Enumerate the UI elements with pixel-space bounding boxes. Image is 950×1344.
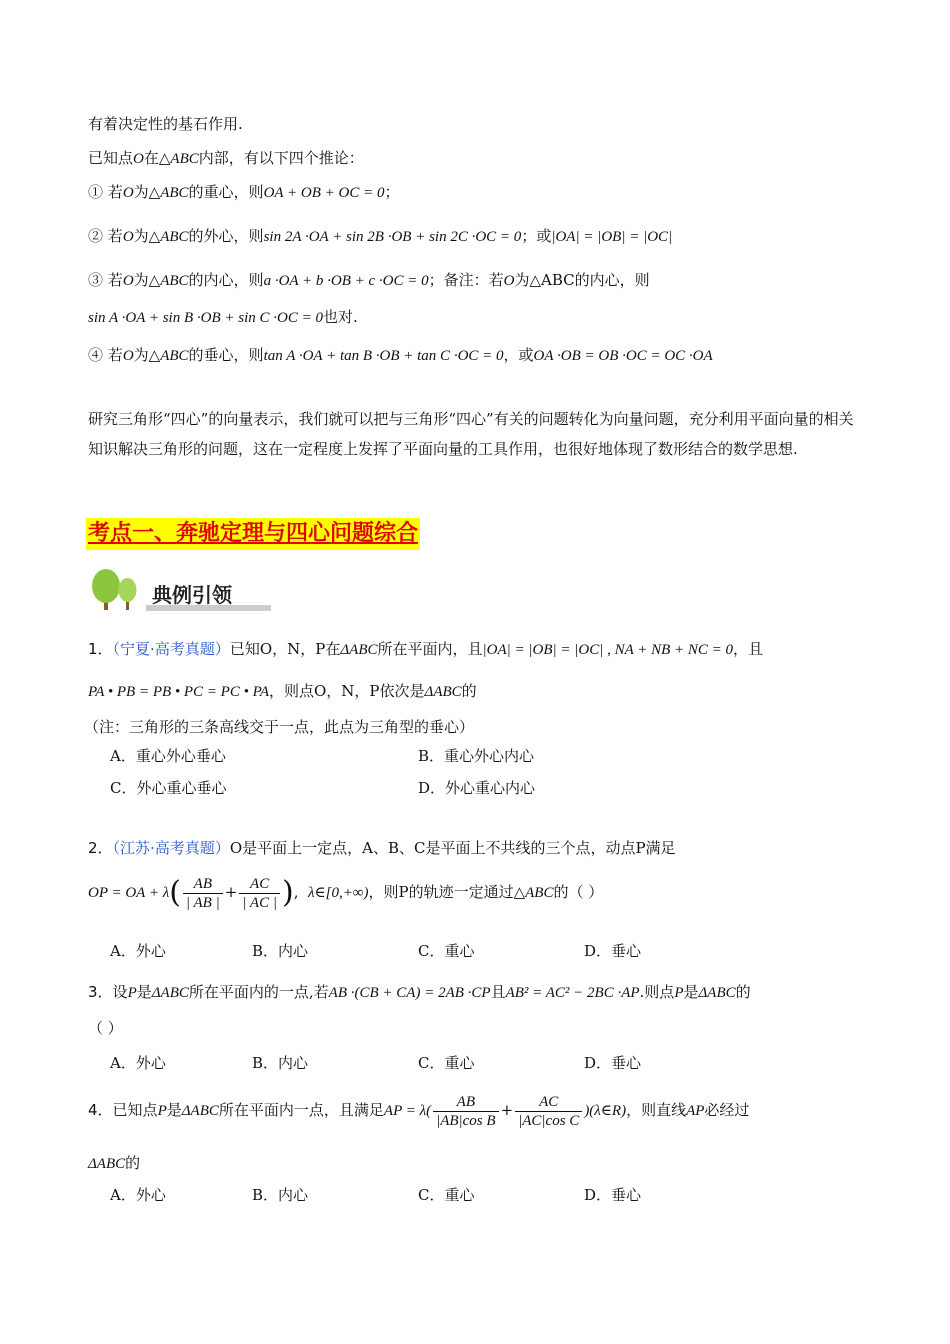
q2-option-b[interactable]: B．内心 — [252, 942, 309, 960]
q4-option-a[interactable]: A．外心 — [110, 1186, 166, 1204]
q3-option-c[interactable]: C．重心 — [418, 1054, 475, 1072]
question-4: 4．已知点P是ΔABC所在平面内一点，且满足AP = λ( $\frac{AB}{\text{|AB|cos B}}$ + $\frac{AC}{\text{|AC|cos C}}$ )(λ∈R)，则直线AP必经过 — [88, 1093, 750, 1129]
premise-line: 已知点O在△ABC内部，有以下四个推论： — [88, 149, 364, 167]
question-4-line-2: ΔABC的 — [88, 1154, 141, 1172]
question-3: 3．设P是ΔABC所在平面内的一点,若AB ·(CB + CA) = 2AB ·CP且AB² = AC² − 2BC ·AP.则点P是ΔABC的 — [88, 983, 751, 1001]
q2-option-c[interactable]: C．重心 — [418, 942, 475, 960]
corollary-3: ③ 若O为△ABC的内心，则a ·OA + b ·OB + c ·OC = 0；备注：若O为△ABC的内心，则 — [88, 271, 650, 289]
intro-top: 有着决定性的基石作用. — [88, 115, 243, 133]
example-banner — [86, 568, 276, 614]
q4-option-b[interactable]: B．内心 — [252, 1186, 309, 1204]
q1-option-c[interactable]: C．外心重心垂心 — [110, 779, 227, 797]
q4-option-c[interactable]: C．重心 — [418, 1186, 475, 1204]
q1-option-d[interactable]: D．外心重心内心 — [418, 779, 536, 797]
corollary-1: ① 若O为△ABC的重心，则OA + OB + OC = 0； — [88, 183, 400, 201]
summary-paragraph: 研究三角形“四心”的向量表示，我们就可以把与三角形“四心”有关的问题转化为向量问题，充分利用平面向量的相关知识解决三角形的问题，这在一定程度上发挥了平面向量的工具作用，也很好地体现了数形结合的数学思想. — [88, 410, 854, 458]
question-1-note: （注：三角形的三条高线交于一点，此点为三角型的垂心） — [84, 718, 475, 736]
q1-option-b[interactable]: B．重心外心内心 — [418, 747, 535, 765]
corollary-4: ④ 若O为△ABC的垂心，则tan A ·OA + tan B ·OB + tan C ·OC = 0，或OA ·OB = OB ·OC = OC ·OA — [88, 346, 713, 364]
section-title: 考点一、奔驰定理与四心问题综合 — [86, 518, 420, 550]
question-1-line-2: PA • PB = PB • PC = PC • PA，则点O，N，P依次是ΔABC的 — [88, 682, 477, 700]
q4-option-d[interactable]: D．垂心 — [584, 1186, 642, 1204]
question-1: 1．（宁夏·高考真题）已知O，N，P在ΔABC所在平面内，且|OA| = |OB| = |OC| , NA + NB + NC = 0，且 — [88, 640, 764, 658]
corollary-2: ② 若O为△ABC的外心，则sin 2A ·OA + sin 2B ·OB + sin 2C ·OC = 0；或|OA| = |OB| = |OC| — [88, 227, 673, 245]
corollary-3-continued: sin A ·OA + sin B ·OB + sin C ·OC = 0也对. — [88, 308, 358, 326]
question-3-blank: （ ） — [88, 1019, 123, 1037]
q3-option-d[interactable]: D．垂心 — [584, 1054, 642, 1072]
q1-option-a[interactable]: A．重心外心垂心 — [110, 747, 226, 765]
banner-label: 典例引领 — [152, 583, 232, 607]
question-2-formula: OP = OA + λ( $\frac{AB}{| AB |}$ + $\frac{AC}{| AC |}$ ), λ∈[0,+∞)，则P的轨迹一定通过△ABC的（ ） — [88, 875, 604, 911]
q3-option-a[interactable]: A．外心 — [110, 1054, 166, 1072]
question-2: 2．（江苏·高考真题）O是平面上一定点，A、B、C是平面上不共线的三个点，动点P满足 — [88, 839, 676, 857]
q2-option-d[interactable]: D．垂心 — [584, 942, 642, 960]
q3-option-b[interactable]: B．内心 — [252, 1054, 309, 1072]
q2-option-a[interactable]: A．外心 — [110, 942, 166, 960]
